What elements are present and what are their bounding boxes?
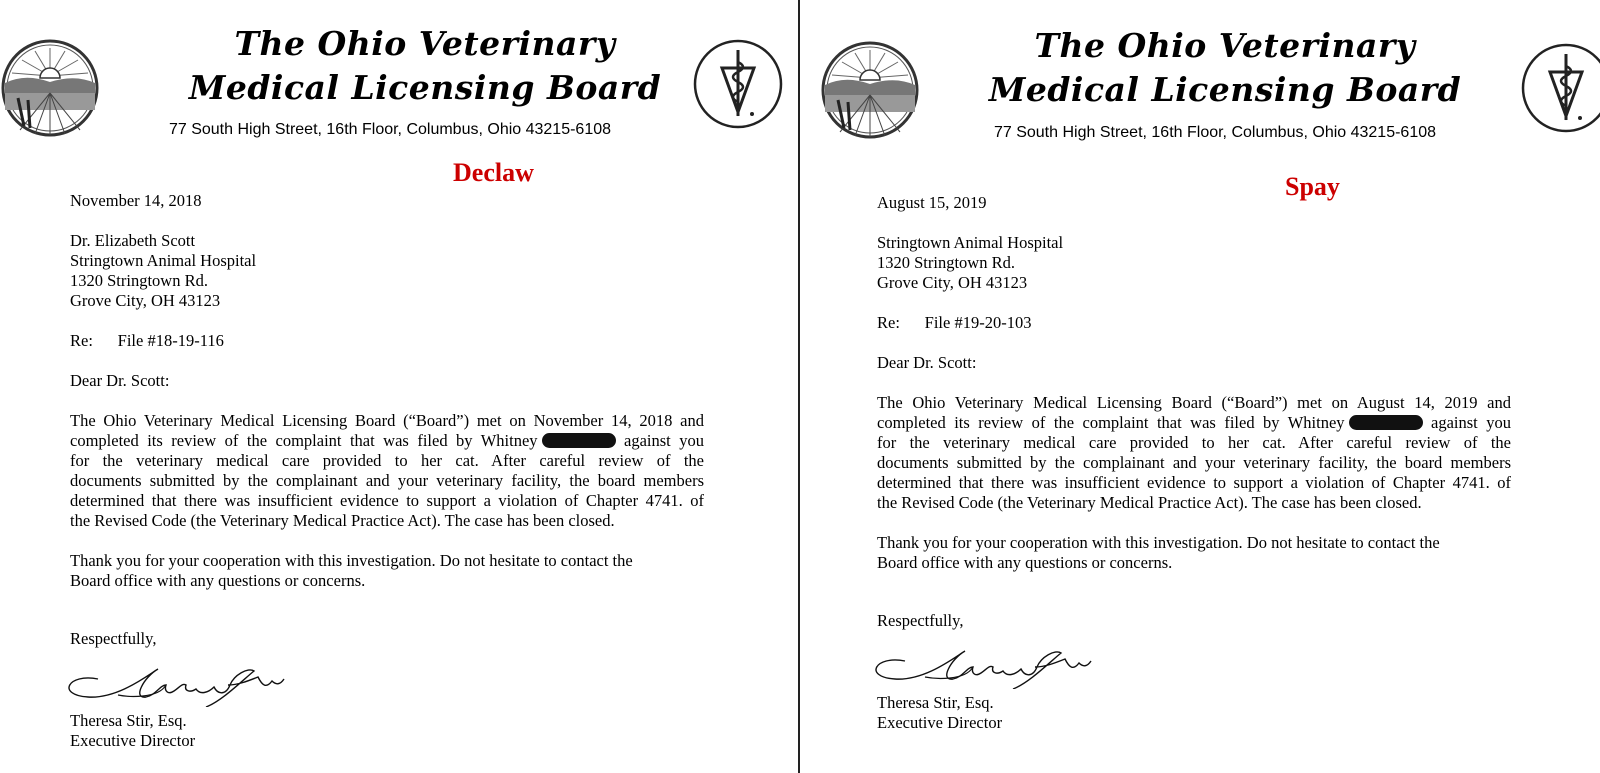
letter-body — [70, 191, 704, 751]
board-name-line-1: The Ohio Veterinary — [1034, 26, 1416, 65]
procedure-label: Spay — [1285, 172, 1340, 201]
recipient-line: 1320 Stringtown Rd. — [877, 253, 1015, 272]
salutation: Dear Dr. Scott: — [877, 353, 977, 372]
redaction-mark — [542, 433, 616, 448]
paragraph-line: The Ohio Veterinary Medical Licensing Board (“Board”) met on August 14, 2019 and — [877, 393, 1511, 412]
recipient-line: Grove City, OH 43123 — [70, 291, 221, 310]
signer-title: Executive Director — [70, 731, 196, 750]
file-number: File #19-20-103 — [924, 313, 1032, 332]
re-label: Re: — [877, 313, 900, 332]
board-address: 77 South High Street, 16th Floor, Columbus, Ohio 43215-6108 — [168, 121, 612, 138]
board-name — [840, 24, 1600, 112]
closing: Respectfully, — [877, 611, 964, 630]
paragraph-line: The Ohio Veterinary Medical Licensing Board (“Board”) met on November 14, 2018 and — [70, 411, 704, 430]
paragraph-line: completed its review of the complaint that was filed by Whitney against you — [877, 413, 1511, 432]
paragraph-main — [877, 393, 1511, 513]
paragraph-line: Thank you for your cooperation with this investigation. Do not hesitate to contact the — [70, 551, 633, 570]
letter-date: November 14, 2018 — [70, 191, 202, 210]
signature-image — [865, 637, 1095, 689]
recipient-line: Stringtown Animal Hospital — [70, 251, 257, 270]
board-name-line-2: Medical Licensing Board — [988, 70, 1462, 109]
letter-spay — [800, 0, 1600, 773]
paragraph-line: the Revised Code (the Veterinary Medical Practice Act). The case has been closed. — [877, 493, 1422, 512]
board-name — [40, 22, 798, 110]
paragraph-line: Board office with any questions or concerns. — [70, 571, 366, 590]
paragraph-line: documents submitted by the complainant and your veterinary facility, the board members — [877, 453, 1511, 472]
paragraph-line: for the veterinary medical care provided to her cat. After careful review of the — [877, 433, 1511, 452]
paragraph-line: determined that there was insufficient evidence to support a violation of Chapter 4741. of — [70, 491, 704, 510]
signer-title: Executive Director — [877, 713, 1003, 732]
procedure-label: Declaw — [453, 158, 534, 187]
paragraph-main — [70, 411, 704, 531]
paragraph-line: for the veterinary medical care provided to her cat. After careful review of the — [70, 451, 704, 470]
board-address: 77 South High Street, 16th Floor, Columbus, Ohio 43215-6108 — [993, 124, 1437, 141]
recipient-line: Dr. Elizabeth Scott — [70, 231, 196, 250]
salutation: Dear Dr. Scott: — [70, 371, 170, 390]
signature-image — [58, 655, 288, 707]
re-line — [70, 331, 704, 351]
recipient-line: Grove City, OH 43123 — [877, 273, 1028, 292]
re-label: Re: — [70, 331, 93, 350]
re-line — [877, 313, 1511, 333]
file-number: File #18-19-116 — [117, 331, 224, 350]
board-name-line-1: The Ohio Veterinary — [234, 24, 616, 63]
paragraph-line: documents submitted by the complainant and your veterinary facility, the board members — [70, 471, 704, 490]
caduceus-icon — [692, 38, 784, 130]
letter-date: August 15, 2019 — [877, 193, 987, 212]
signer-name: Theresa Stir, Esq. — [877, 693, 994, 712]
redaction-mark — [1349, 415, 1423, 430]
closing: Respectfully, — [70, 629, 157, 648]
paragraph-line: determined that there was insufficient evidence to support a violation of Chapter 4741. of — [877, 473, 1511, 492]
paragraph-line: Board office with any questions or concerns. — [877, 553, 1173, 572]
paragraph-line: the Revised Code (the Veterinary Medical Practice Act). The case has been closed. — [70, 511, 615, 530]
letter-declaw — [0, 0, 798, 773]
paragraph-line: Thank you for your cooperation with this investigation. Do not hesitate to contact the — [877, 533, 1440, 552]
letter-body — [877, 193, 1511, 733]
board-name-line-2: Medical Licensing Board — [188, 68, 662, 107]
paragraph-line: completed its review of the complaint that was filed by Whitney against you — [70, 431, 704, 450]
caduceus-icon — [1520, 42, 1600, 134]
signer-name: Theresa Stir, Esq. — [70, 711, 187, 730]
recipient-line: Stringtown Animal Hospital — [877, 233, 1064, 252]
recipient-line: 1320 Stringtown Rd. — [70, 271, 208, 290]
